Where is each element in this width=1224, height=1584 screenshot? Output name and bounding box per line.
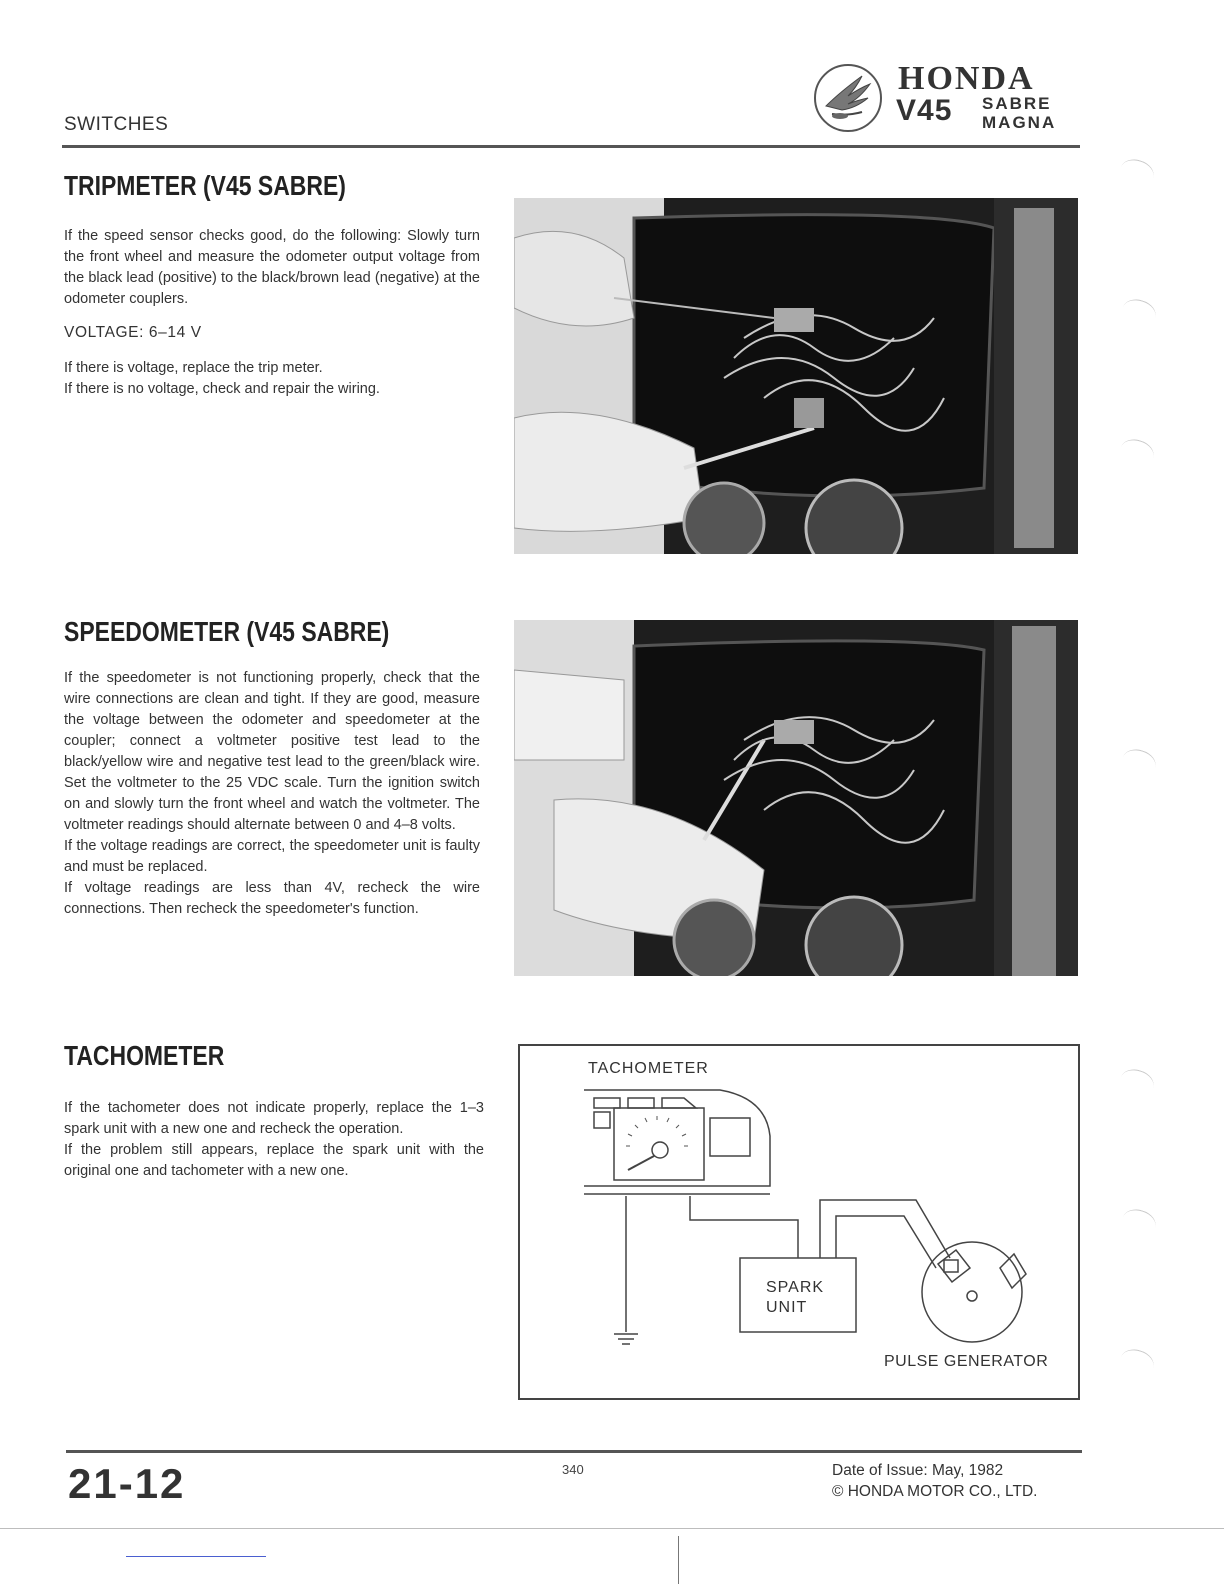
header-rule	[62, 145, 1080, 148]
tripmeter-photo	[514, 198, 1078, 554]
tripmeter-line-1: If there is voltage, replace the trip meter.	[64, 360, 323, 376]
tachometer-heading: TACHOMETER	[64, 1040, 225, 1071]
tachometer-circuit-diagram	[518, 1044, 1080, 1400]
signal-wires	[690, 1196, 950, 1268]
tachometer-unit	[584, 1090, 770, 1194]
margin-mark	[1117, 1065, 1157, 1099]
speedometer-line-1: If the voltage readings are correct, the speedometer unit is faulty and must be replaced.	[64, 838, 480, 875]
spark-unit-label-1: SPARK	[766, 1279, 825, 1296]
tachometer-label: TACHOMETER	[588, 1060, 709, 1077]
tachometer-line-2: If the problem still appears, replace the spark unit with the original one and tachometer with a new one.	[64, 1142, 484, 1179]
circuit-drawing	[520, 1046, 1078, 1398]
pulse-generator	[922, 1242, 1026, 1342]
tripmeter-voltage-spec: VOLTAGE: 6–14 V	[64, 324, 202, 341]
margin-mark	[1117, 1345, 1157, 1379]
tripmeter-text	[64, 226, 480, 400]
tripmeter-heading: TRIPMETER (V45 SABRE)	[64, 170, 346, 201]
ground-wire	[614, 1196, 638, 1344]
spark-unit-label-2: UNIT	[766, 1299, 808, 1316]
speedometer-paragraph: If the speedometer is not functioning properly, check that the wire connections are clean and tight. If they are good, measure the voltage between the odometer and speedometer at the coupler; connect a voltmeter positive test lead to the black/yellow wire and negative test lead to the green/black wire. Set the voltmeter to the 25 VDC scale. Turn the ignition switch on and slowly turn the front wheel and watch the voltmeter. The voltmeter readings should alternate between 0 and 4–8 volts.	[64, 670, 480, 833]
margin-mark	[1117, 155, 1157, 189]
issue-date: Date of Issue: May, 1982	[832, 1462, 1004, 1479]
pulse-generator-label: PULSE GENERATOR	[884, 1353, 1049, 1370]
page-number: 340	[562, 1462, 584, 1477]
section-label: SWITCHES	[64, 114, 169, 135]
scan-edge-line	[0, 1528, 1224, 1529]
scan-tick	[678, 1536, 679, 1584]
tachometer-line-1: If the tachometer does not indicate properly, replace the 1–3 spark unit with a new one and recheck the operation.	[64, 1100, 484, 1137]
variant-magna: MAGNA	[982, 113, 1057, 132]
margin-mark	[1119, 745, 1159, 779]
model-name: V45	[896, 94, 953, 127]
speedometer-photo	[514, 620, 1078, 976]
tachometer-dial-ticks	[626, 1116, 688, 1146]
brand-name: HONDA	[898, 60, 1035, 97]
tripmeter-paragraph: If the speed sensor checks good, do the following: Slowly turn the front wheel and measure the odometer output voltage from the black lead (positive) to the black/brown lead (negative) at the odometer couplers.	[64, 228, 480, 307]
scan-underline	[126, 1556, 266, 1557]
speedometer-text	[64, 668, 480, 920]
copyright: © HONDA MOTOR CO., LTD.	[832, 1483, 1038, 1500]
margin-mark	[1117, 435, 1157, 469]
variant-sabre: SABRE	[982, 94, 1052, 113]
tachometer-text	[64, 1098, 484, 1182]
wing-emblem-icon	[812, 62, 884, 134]
margin-mark	[1119, 295, 1159, 329]
page-code: 21-12	[68, 1460, 186, 1507]
margin-mark	[1119, 1205, 1159, 1239]
issue-info	[832, 1460, 1037, 1502]
honda-logo	[812, 60, 1088, 140]
tripmeter-line-2: If there is no voltage, check and repair the wiring.	[64, 381, 380, 397]
footer-rule	[66, 1450, 1082, 1453]
speedometer-line-2: If voltage readings are less than 4V, recheck the wire connections. Then recheck the speedometer's function.	[64, 880, 480, 917]
speedometer-heading: SPEEDOMETER (V45 SABRE)	[64, 616, 390, 647]
